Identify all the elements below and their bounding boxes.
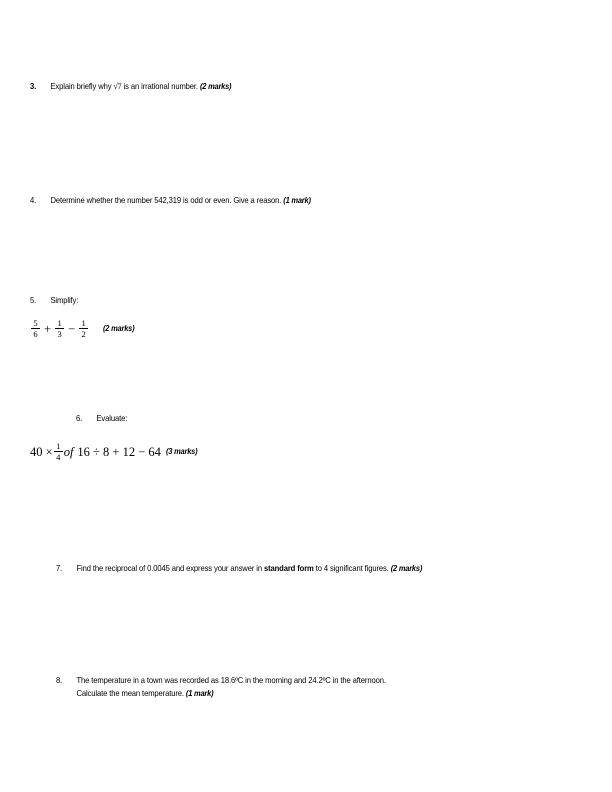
question-3 <box>30 80 231 93</box>
question-8-text: Calculate the mean temperature. <box>76 689 186 698</box>
question-6-body <box>96 412 127 425</box>
question-7 <box>56 562 422 575</box>
question-3-number: 3. <box>30 82 37 91</box>
question-3-text-before: Explain briefly why <box>50 82 114 91</box>
question-3-text-after: is an irrational number. <box>121 82 200 91</box>
question-6-number: 6. <box>76 414 83 423</box>
question-7-number: 7. <box>56 564 63 573</box>
question-8-marks: (1 mark) <box>185 689 214 698</box>
fraction-denominator: 6 <box>33 328 38 339</box>
question-5-expression <box>30 319 137 339</box>
question-5-body <box>50 294 78 307</box>
question-6-marks: (3 marks) <box>165 446 198 456</box>
question-4-marks: (1 mark) <box>283 196 311 205</box>
word-of: of <box>63 444 74 459</box>
fraction-denominator: 4 <box>56 451 61 462</box>
operator-plus: + <box>44 321 52 336</box>
question-8-line-1: The temperature in a town was recorded as 18.6ºC in the morning and 24.2ºC in the afternoon. <box>76 676 386 685</box>
square-root-seven: √7 <box>113 81 122 91</box>
operator-minus: − <box>68 321 76 336</box>
question-4-text: Determine whether the number 542,319 is odd or even. Give a reason. <box>50 196 284 205</box>
question-5 <box>30 294 78 307</box>
question-7-line <box>76 562 422 575</box>
expression-lead: 40 × <box>30 444 53 459</box>
question-4 <box>30 194 311 207</box>
fraction-numerator: 1 <box>57 318 62 328</box>
fraction-numerator: 5 <box>33 318 38 328</box>
question-8-body <box>76 674 385 700</box>
fraction-one-quarter <box>54 442 63 462</box>
question-4-line <box>50 194 310 207</box>
fraction-five-sixths <box>31 319 40 339</box>
expression-tail: 16 ÷ 8 + 12 − 64 <box>77 444 161 459</box>
fraction-denominator: 2 <box>81 328 86 339</box>
fraction-numerator: 1 <box>56 441 61 451</box>
fraction-numerator: 1 <box>81 318 86 328</box>
question-6 <box>76 412 127 425</box>
question-7-text-part-1: Find the reciprocal of 0.0045 and express your answer in <box>76 564 264 573</box>
fraction-one-half <box>79 319 88 339</box>
question-6-text: Evaluate: <box>96 414 128 423</box>
question-5-text: Simplify: <box>50 296 79 305</box>
question-5-number: 5. <box>30 296 37 305</box>
question-7-text-part-2: to 4 significant figures. <box>313 564 391 573</box>
question-7-body <box>76 562 422 575</box>
question-5-marks: (2 marks) <box>103 323 135 333</box>
question-7-emphasis: standard form <box>263 564 314 573</box>
question-3-marks: (2 marks) <box>199 82 232 91</box>
question-6-expression <box>30 442 200 462</box>
question-7-marks: (2 marks) <box>390 564 423 573</box>
question-4-number: 4. <box>30 196 37 205</box>
question-3-line <box>50 80 231 93</box>
fraction-denominator: 3 <box>57 328 62 339</box>
fraction-one-third <box>55 319 64 339</box>
question-4-body <box>50 194 310 207</box>
question-3-body <box>50 80 231 93</box>
question-8-number: 8. <box>56 676 63 685</box>
question-8 <box>56 674 386 700</box>
question-8-line-2 <box>76 687 385 700</box>
